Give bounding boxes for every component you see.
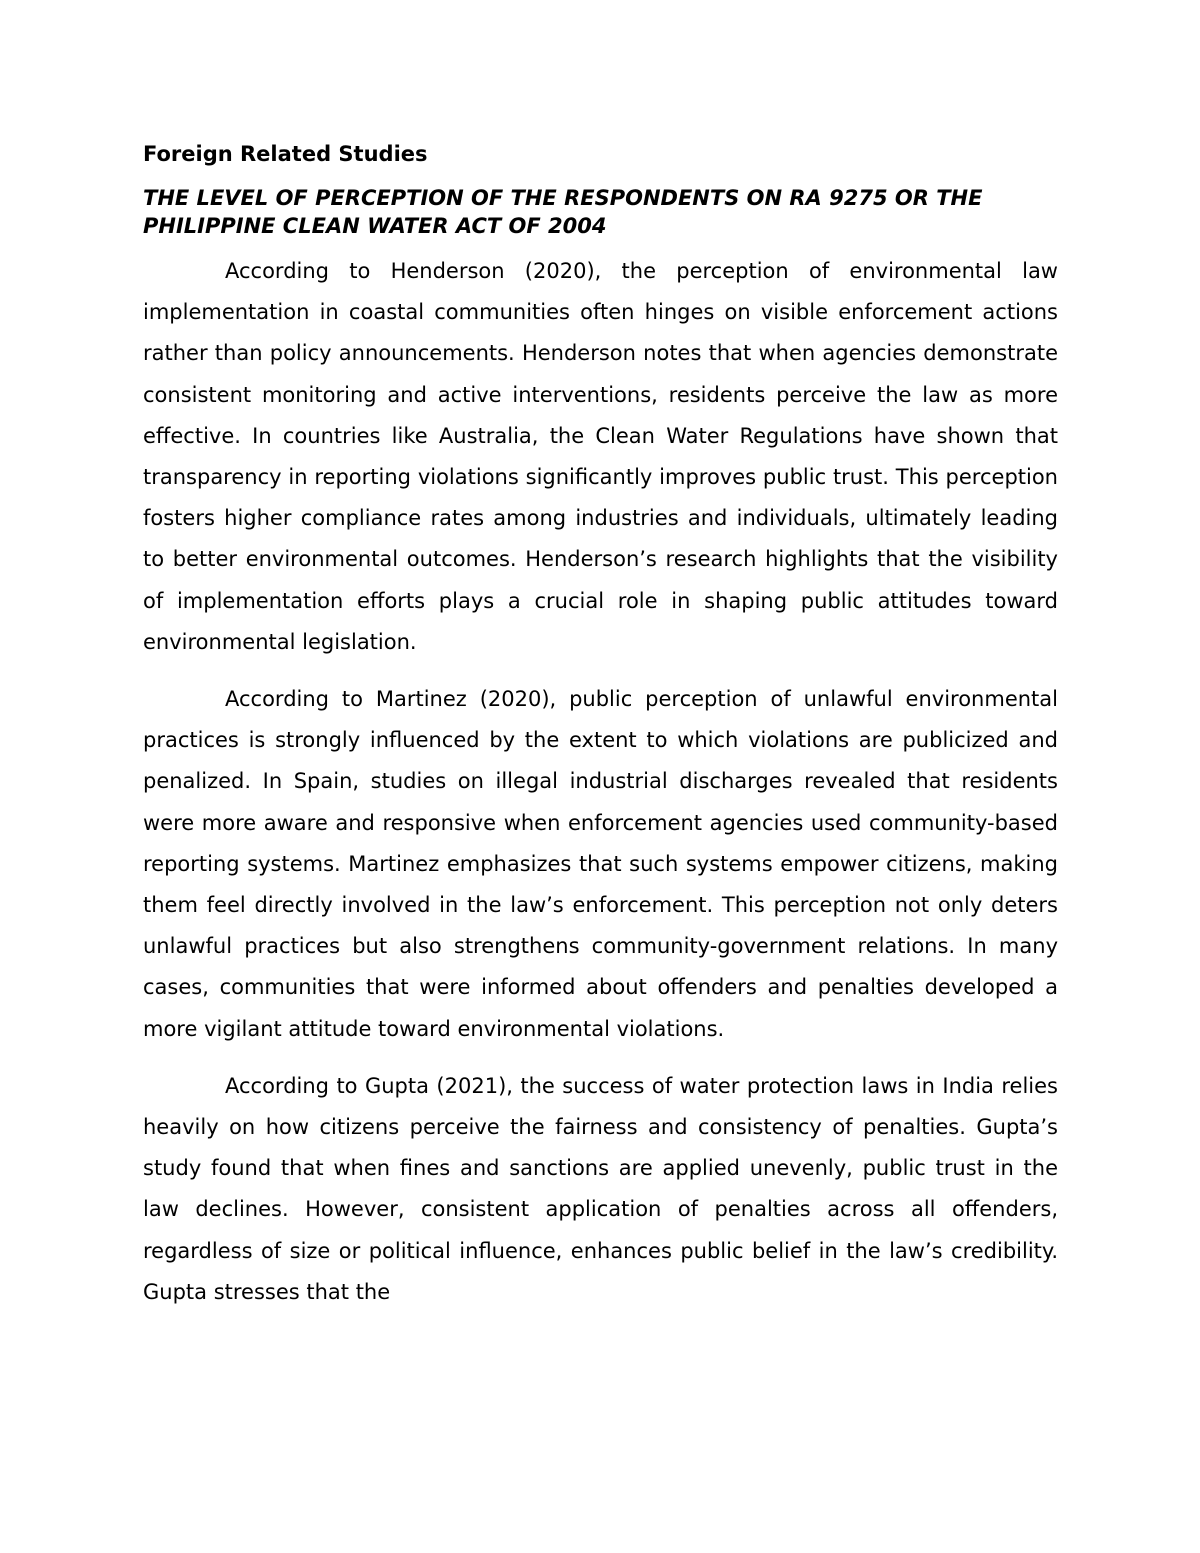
document-body [143,138,1058,1329]
paragraph-henderson: According to Henderson (2020), the perception of environmental law implementation in coastal communities often hinges on visible enforcement actions rather than policy announcements. Henderson notes that when agencies demonstrate consistent monitoring and active interventions, residents perceive the law as more effective. In countries like Australia, the Clean Water Regulations have shown that transparency in reporting violations significantly improves public trust. This perception fosters higher compliance rates among industries and individuals, ultimately leading to better environmental outcomes. Henderson’s research highlights that the visibility of implementation efforts plays a crucial role in shaping public attitudes toward environmental legislation. [143,259,1058,654]
study-title: THE LEVEL OF PERCEPTION OF THE RESPONDENTS ON RA 9275 OR THE PHILIPPINE CLEAN WATER ACT OF 2004 [143,186,983,238]
paragraph-gupta: According to Gupta (2021), the success of water protection laws in India relies heavily on how citizens perceive the fairness and consistency of penalties. Gupta’s study found that when fines and sanctions are applied unevenly, public trust in the law declines. However, consistent application of penalties across all offenders, regardless of size or political influence, enhances public belief in the law’s credibility. Gupta stresses that the [143,1073,1058,1304]
paragraph-martinez: According to Martinez (2020), public perception of unlawful environmental practices is strongly influenced by the extent to which violations are publicized and penalized. In Spain, studies on illegal industrial discharges revealed that residents were more aware and responsive when enforcement agencies used community-based reporting systems. Martinez emphasizes that such systems empower citizens, making them feel directly involved in the law’s enforcement. This perception not only deters unlawful practices but also strengthens community-government relations. In many cases, communities that were informed about offenders and penalties developed a more vigilant attitude toward environmental violations. [143,687,1058,1041]
section-heading: Foreign Related Studies [143,142,428,166]
